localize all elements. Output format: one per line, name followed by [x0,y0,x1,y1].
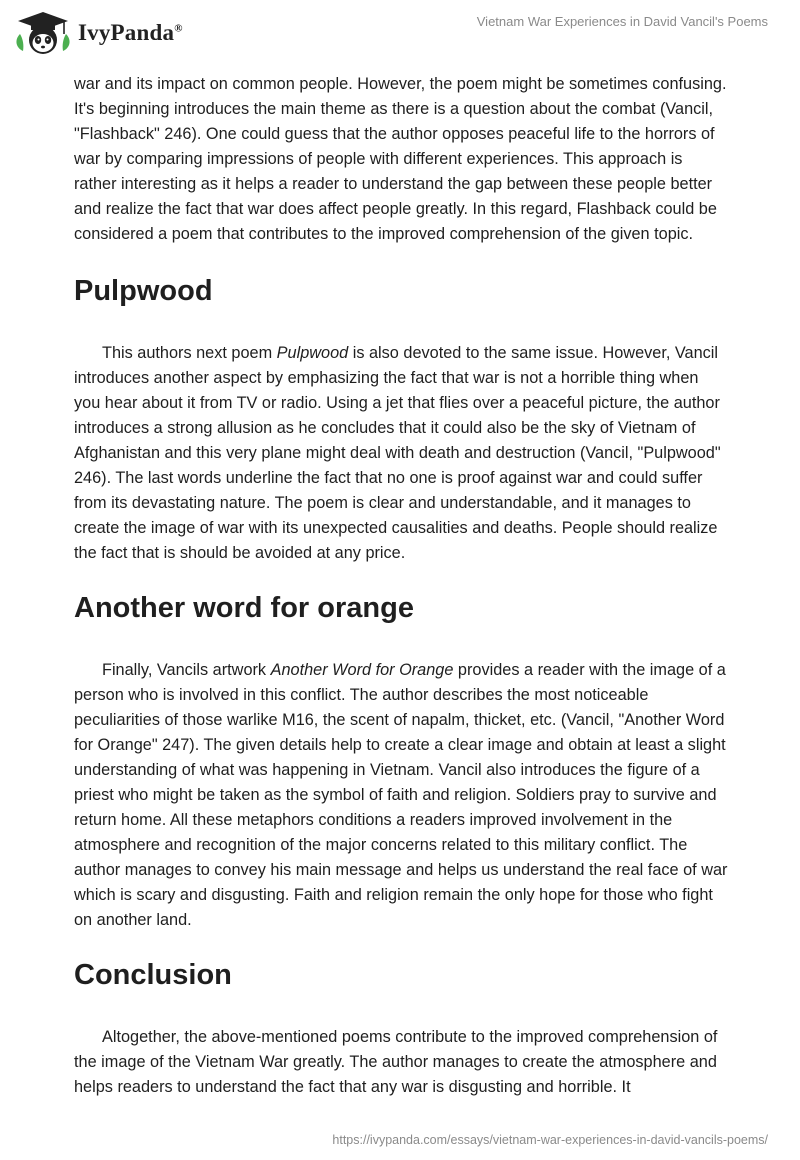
section-paragraph-another-word-for-orange: Finally, Vancils artwork Another Word for Orange provides a reader with the image of a person who is involved in this conflict. The author describes the most noticeable peculiarities of those warlike M16, the scent of napalm, thicket, etc. (Vancil, "Another Word for Orange" 247). The given details help to create a clear image and obtain at least a slight understanding of what was happening in Vietnam. Vancil also introduces the figure of a priest who might be taken as the symbol of faith and religion. Soldiers pray to survive and return home. All these metaphors conditions a readers improved involvement in the atmosphere and recognition of the major concerns related to this military conflict. The author manages to convey his main message and helps us understand the real face of war which is scary and disgusting. Faith and religion remain the only hope for those who fight on another land. [74,661,728,929]
section-heading-pulpwood: Pulpwood [74,275,213,307]
section-heading-another-word-for-orange: Another word for orange [74,592,414,624]
document-title: Vietnam War Experiences in David Vancil's Poems [476,14,768,29]
page-header [0,0,800,70]
panda-graduate-icon [14,10,72,56]
brand-name: IvyPanda® [78,20,183,45]
section-paragraph-pulpwood: This authors next poem Pulpwood is also devoted to the same issue. However, Vancil introduces another aspect by emphasizing the fact that war is not a horrible thing when you hear about it from TV or radio. Using a jet that flies over a peaceful picture, the author introduces a strong allusion as he concludes that it could also be the sky of Vietnam of Afghanistan and this very plane might deal with death and destruction (Vancil, "Pulpwood" 246). The last words underline the fact that no one is proof against war and could suffer from its devastating nature. The poem is clear and understandable, and it manages to create the image of war with its unexpected causalities and deaths. People should realize the fact that is should be avoided at any price. [74,344,721,562]
source-url-link[interactable]: https://ivypanda.com/essays/vietnam-war-experiences-in-david-vancils-poems/ [332,1133,768,1147]
section-heading-conclusion: Conclusion [74,959,232,991]
essay-body [74,70,728,1100]
intro-paragraph: war and its impact on common people. However, the poem might be sometimes confusing. It's beginning introduces the main theme as there is a question about the combat (Vancil, "Flashback" 246). One could guess that the author opposes peaceful life to the horrors of war by comparing impressions of people with different experiences. This approach is rather interesting as it helps a reader to understand the gap between these people better and realize the fact that war does affect people greatly. In this regard, Flashback could be considered a poem that contributes to the improved comprehension of the given topic. [74,75,727,243]
ivypanda-logo[interactable] [14,8,183,58]
section-paragraph-conclusion: Altogether, the above-mentioned poems contribute to the improved comprehension of the image of the Vietnam War greatly. The author manages to create the atmosphere and helps readers to understand the fact that any war is disgusting and horrible. It [74,1028,718,1096]
